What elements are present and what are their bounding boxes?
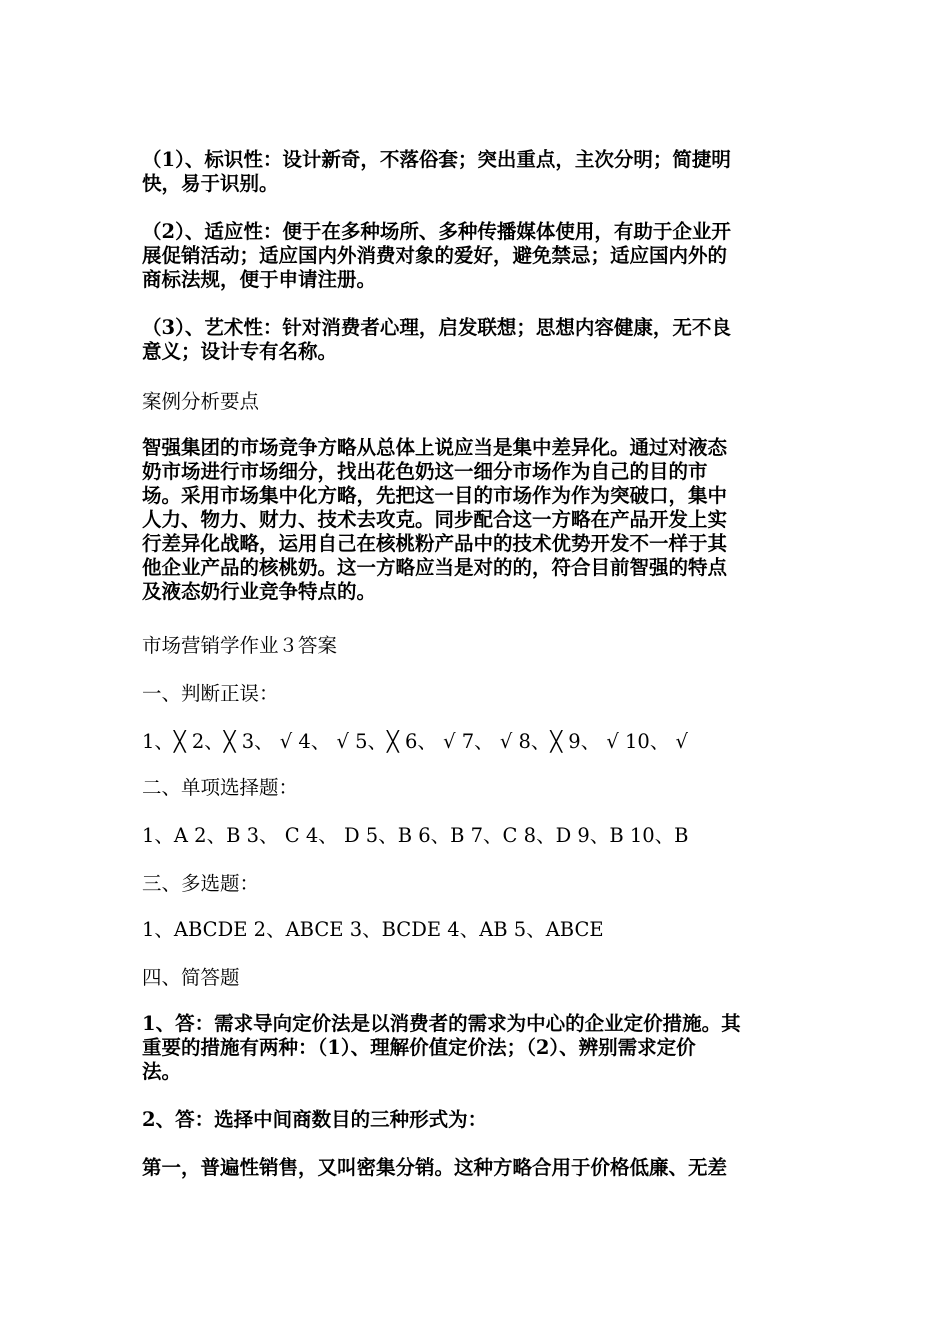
text-line: 他企业产品的核桃奶。这一方略应当是对的的，符合目前智强的特点 xyxy=(142,556,728,579)
text-line: 1、A 2、B 3、 C 4、 D 5、B 6、B 7、C 8、D 9、B 10、B xyxy=(142,824,689,847)
text-line: 一、判断正误： xyxy=(142,682,279,705)
answers-single-choice xyxy=(142,824,810,848)
paragraph-trademark-artistry xyxy=(142,316,810,364)
answers-multiple-choice xyxy=(142,918,810,942)
text-line: 四、简答题 xyxy=(142,966,240,989)
text-line: 场。采用市场集中化方略，先把这一目的市场作为作为突破口，集中 xyxy=(142,484,728,507)
text-line: 及液态奶行业竞争特点的。 xyxy=(142,580,377,603)
text-line: （3）、艺术性：针对消费者心理，启发联想；思想内容健康，无不良 xyxy=(142,316,731,339)
text-line: 商标法规，便于申请注册。 xyxy=(142,268,377,291)
text-line: 1、╳ 2、╳ 3、 √ 4、 √ 5、╳ 6、 √ 7、 √ 8、╳ 9、 √ 10、 √ xyxy=(142,730,688,753)
text-line: 重要的措施有两种：（1）、理解价值定价法；（2）、辨别需求定价 xyxy=(142,1036,696,1059)
heading-true-false xyxy=(142,682,810,706)
heading-homework-3-answers xyxy=(142,634,810,658)
answer-short-1 xyxy=(142,1012,810,1084)
answers-true-false xyxy=(142,730,810,754)
text-line: 1、ABCDE 2、ABCE 3、BCDE 4、AB 5、ABCE xyxy=(142,918,604,941)
text-line: （1）、标识性：设计新奇，不落俗套；突出重点，主次分明；简捷明 xyxy=(142,148,731,171)
heading-single-choice xyxy=(142,776,810,800)
text-line: 意义；设计专有名称。 xyxy=(142,340,338,363)
text-line: （2）、适应性：便于在多种场所、多种传播媒体使用，有助于企业开 xyxy=(142,220,731,243)
text-line: 奶市场进行市场细分，找出花色奶这一细分市场作为自己的目的市 xyxy=(142,460,708,483)
answer-short-2 xyxy=(142,1108,810,1132)
text-line: 二、单项选择题： xyxy=(142,776,299,799)
text-line: 案例分析要点 xyxy=(142,390,260,413)
text-line: 1、答：需求导向定价法是以消费者的需求为中心的企业定价措施。其 xyxy=(142,1012,741,1035)
text-line: 2、答：选择中间商数目的三种形式为： xyxy=(142,1108,488,1131)
paragraph-trademark-identifiability xyxy=(142,148,810,196)
paragraph-case-analysis-body xyxy=(142,436,810,604)
text-line: 快，易于识别。 xyxy=(142,172,279,195)
heading-case-analysis xyxy=(142,390,810,414)
heading-multiple-choice xyxy=(142,872,810,896)
text-line: 三、多选题： xyxy=(142,872,260,895)
text-line: 智强集团的市场竞争方略从总体上说应当是集中差异化。通过对液态 xyxy=(142,436,728,459)
text-line: 第一，普遍性销售，又叫密集分销。这种方略合用于价格低廉、无差 xyxy=(142,1156,728,1179)
text-line: 展促销活动；适应国内外消费对象的爱好，避免禁忌；适应国内外的 xyxy=(142,244,728,267)
text-line: 行差异化战略，运用自己在核桃粉产品中的技术优势开发不一样于其 xyxy=(142,532,728,555)
heading-short-answer xyxy=(142,966,810,990)
paragraph-intensive-distribution xyxy=(142,1156,810,1180)
paragraph-trademark-adaptability xyxy=(142,220,810,292)
text-line: 人力、物力、财力、技术去攻克。同步配合这一方略在产品开发上实 xyxy=(142,508,728,531)
text-line: 法。 xyxy=(142,1060,182,1083)
text-line: 市场营销学作业３答案 xyxy=(142,634,338,657)
